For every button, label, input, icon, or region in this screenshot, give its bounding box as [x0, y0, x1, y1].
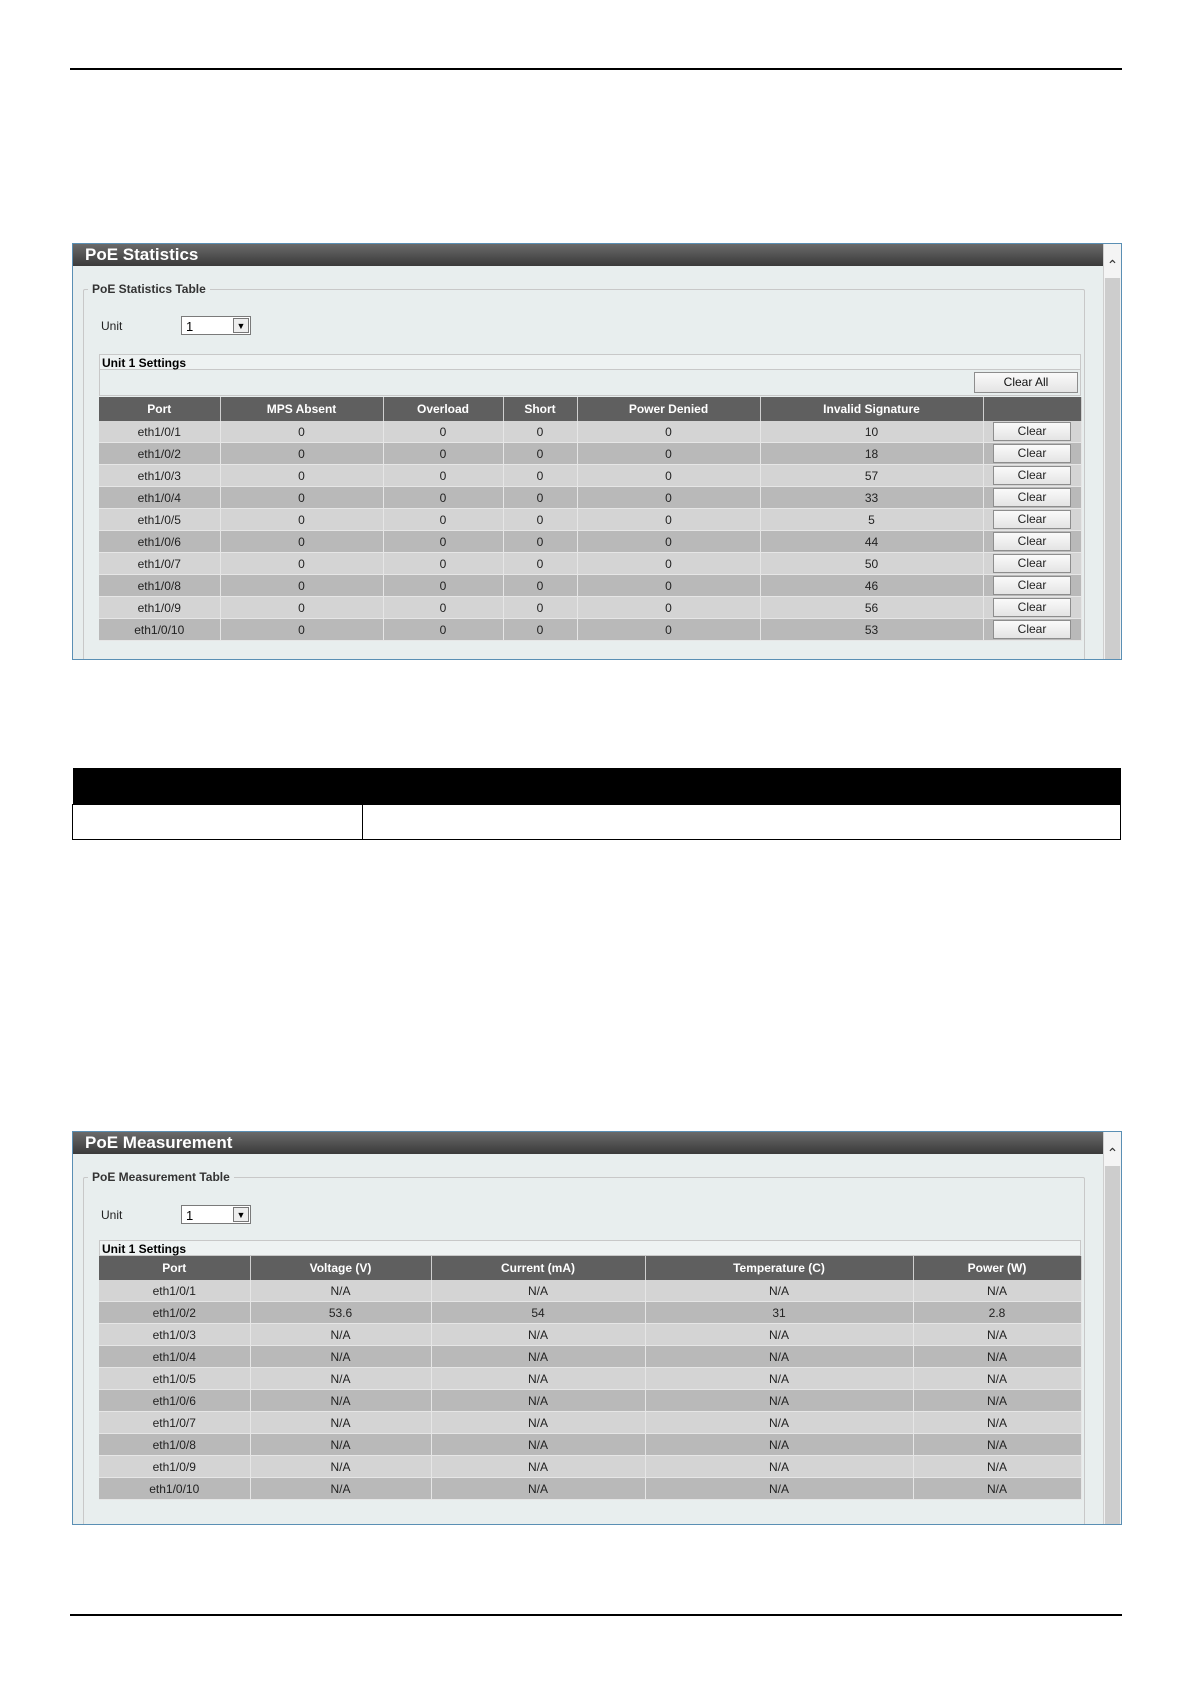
unit-select[interactable] — [181, 1205, 251, 1224]
port-cell: eth1/0/4 — [99, 487, 220, 509]
value-cell: N/A — [431, 1368, 645, 1390]
value-cell: 0 — [383, 619, 503, 641]
column-header: Overload — [383, 397, 503, 421]
table-row — [99, 531, 1081, 553]
clear-button[interactable]: Clear — [993, 422, 1071, 441]
action-cell — [983, 597, 1081, 619]
value-cell: 0 — [220, 619, 383, 641]
value-cell: 0 — [503, 509, 577, 531]
clear-button[interactable]: Clear — [993, 554, 1071, 573]
clear-all-bar — [99, 370, 1081, 396]
action-cell — [983, 443, 1081, 465]
table-header-row — [99, 397, 1081, 421]
port-cell: eth1/0/3 — [99, 1324, 250, 1346]
value-cell: N/A — [645, 1434, 913, 1456]
action-cell — [983, 421, 1081, 443]
table-row — [99, 443, 1081, 465]
value-cell: 0 — [503, 619, 577, 641]
value-cell: 57 — [760, 465, 983, 487]
value-cell: N/A — [250, 1280, 431, 1302]
table-row — [99, 1390, 1081, 1412]
fieldset-legend: PoE Statistics Table — [92, 282, 206, 296]
value-cell: 0 — [503, 421, 577, 443]
table-row — [99, 1280, 1081, 1302]
panel-title: PoE Statistics — [73, 244, 1103, 266]
value-cell: 50 — [760, 553, 983, 575]
port-cell: eth1/0/9 — [99, 1456, 250, 1478]
value-cell: 0 — [220, 443, 383, 465]
port-cell: eth1/0/6 — [99, 1390, 250, 1412]
table-row — [99, 619, 1081, 641]
value-cell: N/A — [431, 1324, 645, 1346]
clear-button[interactable]: Clear — [993, 576, 1071, 595]
value-cell: 0 — [577, 421, 760, 443]
column-header: Temperature (C) — [645, 1256, 913, 1280]
table-row — [99, 509, 1081, 531]
value-cell: N/A — [250, 1412, 431, 1434]
unit-select-value: 1 — [186, 1208, 194, 1223]
value-cell: 0 — [577, 531, 760, 553]
value-cell: N/A — [431, 1346, 645, 1368]
value-cell: N/A — [250, 1368, 431, 1390]
column-header: Power Denied — [577, 397, 760, 421]
column-header: Power (W) — [913, 1256, 1081, 1280]
table-row — [99, 575, 1081, 597]
port-cell: eth1/0/10 — [99, 619, 220, 641]
value-cell: 0 — [383, 553, 503, 575]
value-cell: 0 — [383, 509, 503, 531]
value-cell: 0 — [503, 553, 577, 575]
column-header: MPS Absent — [220, 397, 383, 421]
value-cell: 0 — [577, 509, 760, 531]
value-cell: 31 — [645, 1302, 913, 1324]
value-cell: 0 — [577, 619, 760, 641]
value-cell: N/A — [913, 1390, 1081, 1412]
clear-button[interactable]: Clear — [993, 620, 1071, 639]
value-cell: 0 — [503, 597, 577, 619]
value-cell: 0 — [220, 421, 383, 443]
table-row — [99, 597, 1081, 619]
port-cell: eth1/0/5 — [99, 1368, 250, 1390]
value-cell: 0 — [220, 509, 383, 531]
table-row — [99, 487, 1081, 509]
value-cell: N/A — [913, 1478, 1081, 1500]
panel-title: PoE Measurement — [73, 1132, 1103, 1154]
value-cell: N/A — [913, 1324, 1081, 1346]
value-cell: N/A — [250, 1456, 431, 1478]
column-header — [983, 397, 1081, 421]
unit-label: Unit — [101, 319, 123, 333]
clear-button[interactable]: Clear — [993, 598, 1071, 617]
port-cell: eth1/0/2 — [99, 443, 220, 465]
settings-header: Unit 1 Settings — [99, 354, 1081, 370]
table-row — [99, 1346, 1081, 1368]
value-cell: N/A — [250, 1434, 431, 1456]
action-cell — [983, 575, 1081, 597]
value-cell: 53.6 — [250, 1302, 431, 1324]
value-cell: N/A — [913, 1368, 1081, 1390]
port-cell: eth1/0/3 — [99, 465, 220, 487]
value-cell: 0 — [577, 443, 760, 465]
description-header-row — [73, 768, 1121, 805]
value-cell: 0 — [577, 553, 760, 575]
chevron-down-icon[interactable]: ▼ — [233, 318, 249, 333]
value-cell: 0 — [220, 575, 383, 597]
value-cell: 0 — [577, 487, 760, 509]
column-header: Current (mA) — [431, 1256, 645, 1280]
unit-label: Unit — [101, 1208, 123, 1222]
column-header: Port — [99, 1256, 250, 1280]
top-rule — [70, 68, 1122, 70]
scroll-up-arrow-icon[interactable]: ⌃ — [1104, 1132, 1121, 1166]
value-cell: N/A — [645, 1280, 913, 1302]
clear-button[interactable]: Clear — [993, 510, 1071, 529]
value-cell: N/A — [250, 1346, 431, 1368]
value-cell: N/A — [645, 1346, 913, 1368]
table-header-row — [99, 1256, 1081, 1280]
value-cell: 0 — [220, 465, 383, 487]
poe-measurement-panel — [72, 1131, 1122, 1525]
value-cell: 0 — [220, 597, 383, 619]
description-table — [72, 768, 1121, 840]
value-cell: 0 — [220, 531, 383, 553]
value-cell: 0 — [383, 443, 503, 465]
value-cell: N/A — [250, 1324, 431, 1346]
value-cell: N/A — [913, 1346, 1081, 1368]
table-row — [99, 1478, 1081, 1500]
value-cell: N/A — [913, 1434, 1081, 1456]
value-cell: 0 — [383, 531, 503, 553]
bottom-rule — [70, 1614, 1122, 1616]
value-cell: 0 — [577, 465, 760, 487]
port-cell: eth1/0/5 — [99, 509, 220, 531]
value-cell: 44 — [760, 531, 983, 553]
action-cell — [983, 465, 1081, 487]
value-cell: 18 — [760, 443, 983, 465]
value-cell: 0 — [503, 531, 577, 553]
action-cell — [983, 509, 1081, 531]
value-cell: 0 — [577, 575, 760, 597]
value-cell: 5 — [760, 509, 983, 531]
table-row — [99, 1456, 1081, 1478]
value-cell: N/A — [645, 1368, 913, 1390]
value-cell: 0 — [383, 597, 503, 619]
value-cell: 0 — [503, 443, 577, 465]
value-cell: N/A — [431, 1478, 645, 1500]
action-cell — [983, 531, 1081, 553]
port-cell: eth1/0/10 — [99, 1478, 250, 1500]
value-cell: 53 — [760, 619, 983, 641]
port-cell: eth1/0/1 — [99, 421, 220, 443]
unit-select[interactable] — [181, 316, 251, 335]
value-cell: N/A — [913, 1280, 1081, 1302]
table-row — [99, 465, 1081, 487]
unit-select-value: 1 — [186, 319, 194, 334]
scrollbar-thumb[interactable] — [1105, 278, 1120, 659]
value-cell: 0 — [383, 465, 503, 487]
value-cell: 0 — [503, 487, 577, 509]
settings-header: Unit 1 Settings — [99, 1240, 1081, 1256]
value-cell: N/A — [645, 1412, 913, 1434]
port-cell: eth1/0/2 — [99, 1302, 250, 1324]
action-cell — [983, 487, 1081, 509]
value-cell: 0 — [577, 597, 760, 619]
table-row — [99, 553, 1081, 575]
description-row — [73, 805, 1121, 840]
value-cell: N/A — [645, 1390, 913, 1412]
table-row — [99, 1434, 1081, 1456]
scrollbar-thumb[interactable] — [1105, 1166, 1120, 1524]
chevron-down-icon[interactable]: ▼ — [233, 1207, 249, 1222]
column-header: Port — [99, 397, 220, 421]
value-cell: 10 — [760, 421, 983, 443]
poe-statistics-panel — [72, 243, 1122, 660]
value-cell: N/A — [431, 1280, 645, 1302]
vertical-scrollbar[interactable] — [1103, 244, 1121, 659]
port-cell: eth1/0/8 — [99, 575, 220, 597]
scroll-up-arrow-icon[interactable]: ⌃ — [1104, 244, 1121, 278]
port-cell: eth1/0/6 — [99, 531, 220, 553]
poe-measurement-table — [99, 1256, 1082, 1500]
table-row — [99, 1412, 1081, 1434]
table-row — [99, 1324, 1081, 1346]
clear-button[interactable]: Clear — [993, 488, 1071, 507]
value-cell: 0 — [503, 575, 577, 597]
clear-button[interactable]: Clear — [993, 532, 1071, 551]
table-row — [99, 1368, 1081, 1390]
poe-statistics-table — [99, 397, 1082, 641]
value-cell: 0 — [503, 465, 577, 487]
column-header: Invalid Signature — [760, 397, 983, 421]
value-cell: N/A — [431, 1412, 645, 1434]
value-cell: N/A — [645, 1456, 913, 1478]
value-cell: N/A — [645, 1478, 913, 1500]
clear-button[interactable]: Clear — [993, 466, 1071, 485]
port-cell: eth1/0/8 — [99, 1434, 250, 1456]
action-cell — [983, 619, 1081, 641]
value-cell: 0 — [383, 421, 503, 443]
column-header: Short — [503, 397, 577, 421]
clear-all-button[interactable]: Clear All — [974, 372, 1078, 393]
value-cell: N/A — [645, 1324, 913, 1346]
value-cell: 0 — [220, 553, 383, 575]
value-cell: N/A — [431, 1390, 645, 1412]
value-cell: 56 — [760, 597, 983, 619]
action-cell — [983, 553, 1081, 575]
value-cell: N/A — [250, 1390, 431, 1412]
value-cell: 54 — [431, 1302, 645, 1324]
port-cell: eth1/0/1 — [99, 1280, 250, 1302]
port-cell: eth1/0/7 — [99, 1412, 250, 1434]
port-cell: eth1/0/4 — [99, 1346, 250, 1368]
column-header: Voltage (V) — [250, 1256, 431, 1280]
table-row — [99, 421, 1081, 443]
value-cell: 0 — [383, 575, 503, 597]
port-cell: eth1/0/9 — [99, 597, 220, 619]
value-cell: N/A — [913, 1456, 1081, 1478]
table-row — [99, 1302, 1081, 1324]
value-cell: N/A — [913, 1412, 1081, 1434]
value-cell: 33 — [760, 487, 983, 509]
value-cell: 0 — [220, 487, 383, 509]
value-cell: 46 — [760, 575, 983, 597]
value-cell: N/A — [250, 1478, 431, 1500]
vertical-scrollbar[interactable] — [1103, 1132, 1121, 1524]
value-cell: 0 — [383, 487, 503, 509]
value-cell: 2.8 — [913, 1302, 1081, 1324]
port-cell: eth1/0/7 — [99, 553, 220, 575]
clear-button[interactable]: Clear — [993, 444, 1071, 463]
fieldset-legend: PoE Measurement Table — [92, 1170, 230, 1184]
value-cell: N/A — [431, 1434, 645, 1456]
value-cell: N/A — [431, 1456, 645, 1478]
